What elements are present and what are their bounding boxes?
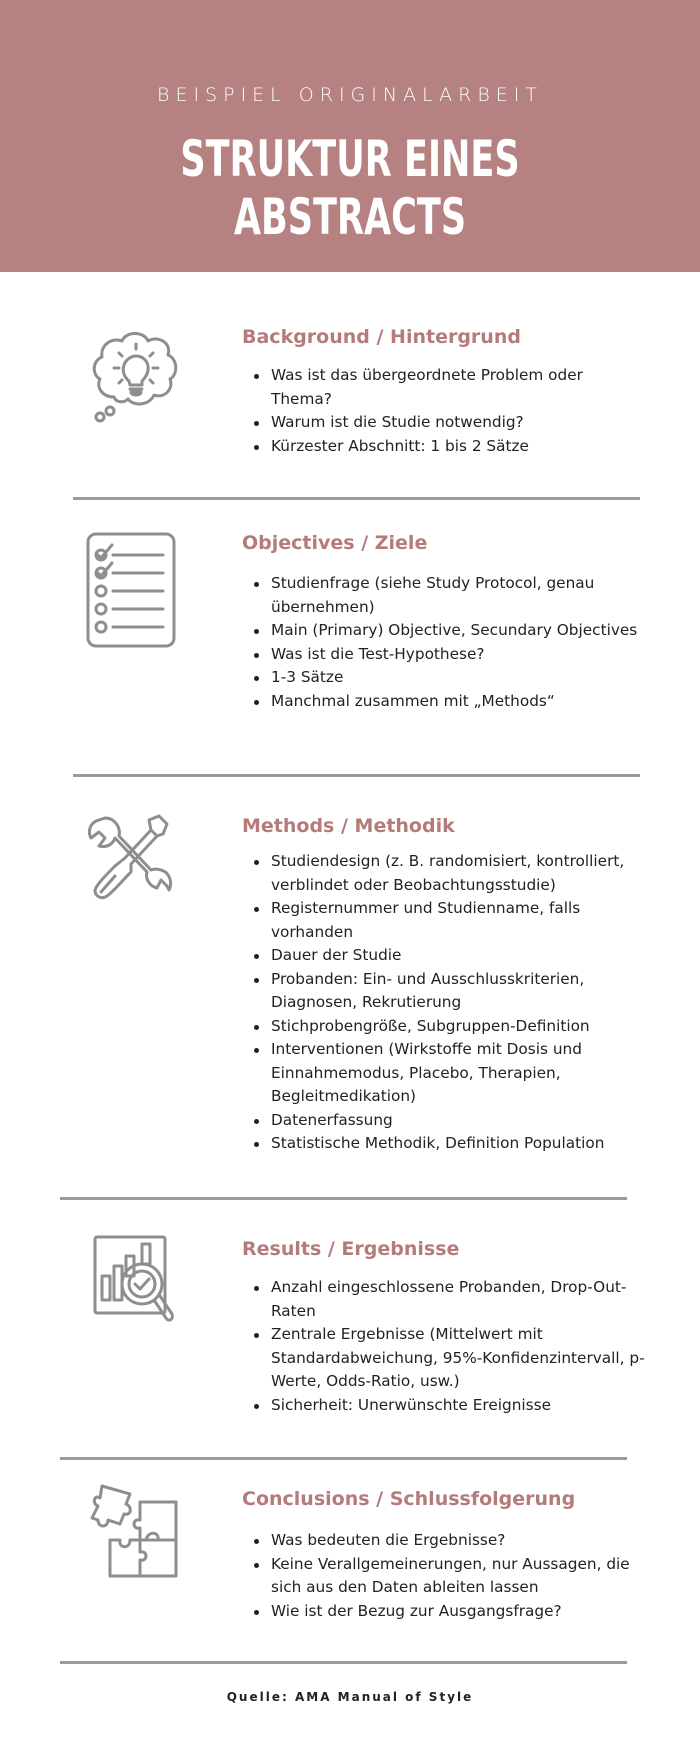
list-item: Manchmal zusammen mit „Methods“ xyxy=(248,690,638,714)
list-item: Interventionen (Wirkstoffe mit Dosis und Einnahmemodus, Placebo, Therapien, Begleitmedikation) xyxy=(248,1038,648,1109)
section-title: Methods / Methodik xyxy=(242,815,455,837)
list-item: Keine Verallgemeinerungen, nur Aussagen, die sich aus den Daten ableiten lassen xyxy=(248,1553,648,1600)
bullet-list xyxy=(248,364,638,458)
divider xyxy=(60,1197,627,1200)
list-item: Anzahl eingeschlossene Probanden, Drop-Out-Raten xyxy=(248,1276,648,1323)
list-item: Zentrale Ergebnisse (Mittelwert mit Standardabweichung, 95%-Konfidenzintervall, p-Werte, Odds-Ratio, usw.) xyxy=(248,1323,648,1394)
source-citation: Quelle: AMA Manual of Style xyxy=(226,1690,474,1704)
list-item: Studienfrage (siehe Study Protocol, genau übernehmen) xyxy=(248,572,638,619)
divider xyxy=(60,1457,627,1460)
list-item: Dauer der Studie xyxy=(248,944,648,968)
section-title: Conclusions / Schlussfolgerung xyxy=(242,1488,576,1510)
list-item: Datenerfassung xyxy=(248,1109,648,1133)
divider xyxy=(73,497,640,500)
list-item: 1-3 Sätze xyxy=(248,666,638,690)
bullet-list xyxy=(248,850,648,1156)
list-item: Was ist die Test-Hypothese? xyxy=(248,643,638,667)
section-title: Background / Hintergrund xyxy=(242,326,521,348)
list-item: Stichprobengröße, Subgruppen-Definition xyxy=(248,1015,648,1039)
list-item: Warum ist die Studie notwendig? xyxy=(248,411,638,435)
list-item: Registernummer und Studienname, falls vorhanden xyxy=(248,897,648,944)
list-item: Statistische Methodik, Definition Population xyxy=(248,1132,648,1156)
list-item: Probanden: Ein- und Ausschlusskriterien, Diagnosen, Rekrutierung xyxy=(248,968,648,1015)
header-banner xyxy=(0,0,700,272)
list-item: Wie ist der Bezug zur Ausgangsfrage? xyxy=(248,1600,648,1624)
bullet-list xyxy=(248,1276,648,1417)
bullet-list xyxy=(248,572,638,713)
list-item: Sicherheit: Unerwünschte Ereignisse xyxy=(248,1394,648,1418)
list-item: Studiendesign (z. B. randomisiert, kontrolliert, verblindet oder Beobachtungsstudie) xyxy=(248,850,648,897)
list-item: Kürzester Abschnitt: 1 bis 2 Sätze xyxy=(248,435,638,459)
section-title: Results / Ergebnisse xyxy=(242,1238,460,1260)
page-title: STRUKTUR EINES ABSTRACTS xyxy=(180,130,520,246)
list-item: Main (Primary) Objective, Secundary Objectives xyxy=(248,619,638,643)
lightbulb-thought-icon xyxy=(84,325,184,425)
divider xyxy=(60,1661,627,1664)
header-kicker: BEISPIEL ORIGINALARBEIT xyxy=(157,84,543,106)
chart-magnifier-icon xyxy=(92,1234,182,1334)
bullet-list xyxy=(248,1529,648,1623)
divider xyxy=(73,774,640,777)
section-title: Objectives / Ziele xyxy=(242,532,428,554)
checklist-icon xyxy=(85,531,177,649)
list-item: Was bedeuten die Ergebnisse? xyxy=(248,1529,648,1553)
puzzle-icon xyxy=(90,1484,182,1580)
list-item: Was ist das übergeordnete Problem oder Thema? xyxy=(248,364,638,411)
tools-icon xyxy=(85,814,175,904)
